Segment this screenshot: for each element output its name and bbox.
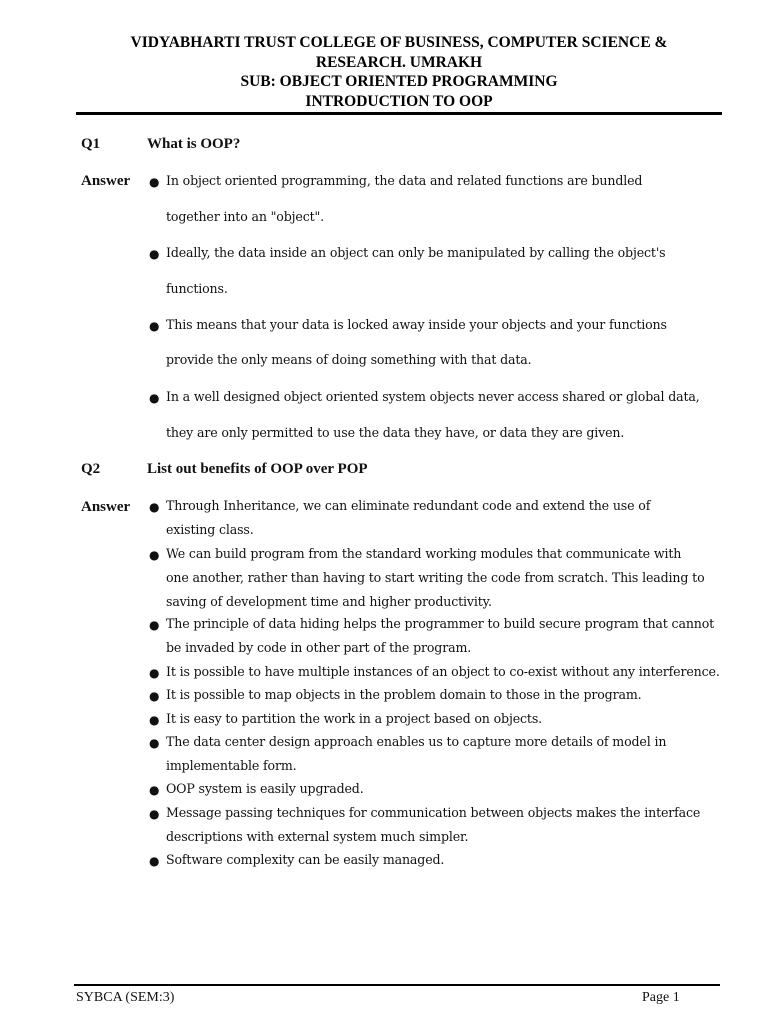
answer-line: Software complexity can be easily managed.: [166, 852, 445, 867]
bullet-icon: ●: [149, 666, 160, 680]
subject-title: SUB: OBJECT ORIENTED PROGRAMMING: [240, 73, 558, 90]
document-header: [76, 33, 722, 111]
bullet-icon: ●: [149, 618, 160, 632]
answer-line: be invaded by code in other part of the program.: [166, 640, 472, 655]
question-number: Q1: [81, 136, 101, 152]
answer-line: together into an "object".: [166, 209, 325, 224]
bullet-icon: ●: [149, 807, 160, 821]
answer-line: they are only permitted to use the data they have, or data they are given.: [166, 425, 625, 440]
answer-line: implementable form.: [166, 758, 297, 773]
answer-label: Answer: [81, 173, 131, 189]
answer-line: The principle of data hiding helps the programmer to build secure program that cannot: [166, 616, 715, 631]
bullet-icon: ●: [149, 500, 160, 514]
answer-line: one another, rather than having to start writing the code from scratch. This leading to: [166, 570, 705, 585]
bullet-icon: ●: [149, 689, 160, 703]
answer-line: It is possible to map objects in the problem domain to those in the program.: [166, 687, 642, 702]
answer-line: It is possible to have multiple instances of an object to co-exist without any interference.: [166, 664, 720, 679]
question-number: Q2: [81, 461, 101, 477]
bullet-icon: ●: [149, 247, 160, 261]
bullet-icon: ●: [149, 175, 160, 189]
answer-line: existing class.: [166, 522, 254, 537]
bullet-icon: ●: [149, 854, 160, 868]
answer-line: provide the only means of doing something with that data.: [166, 352, 532, 367]
bullet-icon: ●: [149, 713, 160, 727]
chapter-title: INTRODUCTION TO OOP: [305, 92, 493, 110]
answer-line: In a well designed object oriented system objects never access shared or global data,: [166, 389, 700, 404]
header-divider: [76, 112, 722, 115]
answer-line: OOP system is easily upgraded.: [166, 781, 364, 796]
answer-line: The data center design approach enables us to capture more details of model in: [166, 734, 667, 749]
bullet-icon: ●: [149, 319, 160, 333]
answer-line: Message passing techniques for communication between objects makes the interface: [166, 805, 701, 820]
answer-line: This means that your data is locked away inside your objects and your functions: [166, 317, 667, 332]
college-location: RESEARCH. UMRAKH: [315, 53, 483, 71]
answer-line: Through Inheritance, we can eliminate redundant code and extend the use of: [166, 498, 651, 513]
answer-line: It is easy to partition the work in a project based on objects.: [166, 711, 543, 726]
bullet-icon: ●: [149, 391, 160, 405]
answer-line: saving of development time and higher productivity.: [166, 594, 492, 609]
bullet-icon: ●: [149, 736, 160, 750]
question-text: List out benefits of OOP over POP: [147, 461, 368, 477]
answer-line: functions.: [166, 281, 228, 296]
college-name: VIDYABHARTI TRUST COLLEGE OF BUSINESS, COMPUTER SCIENCE &: [130, 34, 668, 51]
answer-line: descriptions with external system much simpler.: [166, 829, 469, 844]
answer-line: Ideally, the data inside an object can only be manipulated by calling the object's: [166, 245, 666, 260]
bullet-icon: ●: [149, 783, 160, 797]
footer-divider: [74, 984, 720, 986]
bullet-icon: ●: [149, 548, 160, 562]
answer-line: We can build program from the standard working modules that communicate with: [166, 546, 682, 561]
page-number: Page 1: [642, 990, 680, 1005]
answer-label: Answer: [81, 499, 131, 515]
question-text: What is OOP?: [147, 136, 241, 152]
footer-course: SYBCA (SEM:3): [76, 990, 175, 1005]
answer-line: In object oriented programming, the data and related functions are bundled: [166, 173, 643, 188]
